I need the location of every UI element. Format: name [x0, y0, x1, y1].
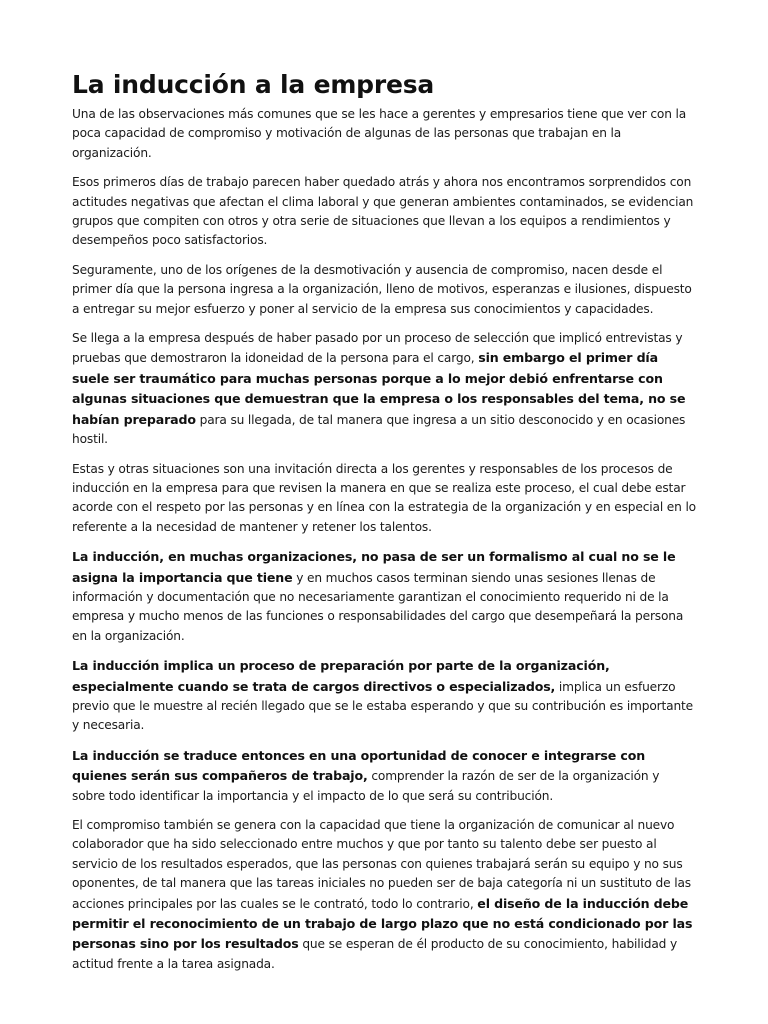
- paragraph-3: Seguramente, uno de los orígenes de la desmotivación y ausencia de compromiso, nacen desde el primer día que la persona ingresa a la organización, lleno de motivos, esperanzas e ilusiones, dispuesto a entregar su mejor esfuerzo y poner al servicio de la empresa sus conocimientos y capacidades.: [72, 262, 692, 316]
- document-page: [72, 70, 696, 984]
- paragraph-8: [72, 746, 696, 806]
- paragraph-9: [72, 816, 696, 974]
- paragraph-7-bold: La inducción implica un proceso de preparación por parte de la organización, especialmente cuando se trata de cargos directivos o especializados,: [72, 658, 610, 694]
- paragraph-9-bold: el diseño de la inducción debe permitir el reconocimiento de un trabajo de largo plazo que no está condicionado por las personas sino por los resultados: [72, 895, 693, 952]
- paragraph-6-bold: La inducción, en muchas organizaciones, no pasa de ser un formalismo al cual no se le asigna la importancia que tiene: [72, 549, 676, 585]
- paragraph-4-text-c: para su llegada, de tal manera que ingresa a un sitio desconocido y en ocasiones hostil.: [72, 412, 686, 447]
- paragraph-9-text-c: que se esperan de él producto de su conocimiento, habilidad y actitud frente a la tarea asignada.: [72, 937, 678, 971]
- paragraph-1: Una de las observaciones más comunes que se les hace a gerentes y empresarios tiene que ver con la poca capacidad de compromiso y motivación de algunas de las personas que trabajan en la organización.: [72, 107, 687, 160]
- paragraph-9-text-a: El compromiso también se genera con la capacidad que tiene la organización de comunicar al nuevo colaborador que ha sido seleccionado entre muchos y que por tanto su talento debe ser puesto al servicio de los resultados esperados, que las personas con quienes trabajará serán su equipo y no sus oponentes, de tal manera que las tareas iniciales no pueden ser de baja categoría ni un sustituto de las acciones principales por las cuales se le contrató, todo lo contrario,: [72, 818, 691, 911]
- paragraph-7: [72, 656, 696, 736]
- paragraph-2: Esos primeros días de trabajo parecen haber quedado atrás y ahora nos encontramos sorprendidos con actitudes negativas que afectan el clima laboral y que generan ambientes contaminados, se evidencian grupos que compiten con otros y otra serie de situaciones que llevan a los equipos a rendimientos y desempeños poco satisfactorios.: [72, 175, 694, 248]
- paragraph-7-text-c: implica un esfuerzo previo que le muestre al recién llegado que se le estaba esperando y que su contribución es importante y necesaria.: [72, 679, 694, 733]
- paragraph-5: Estas y otras situaciones son una invitación directa a los gerentes y responsables de los procesos de inducción en la empresa para que revisen la manera en que se realiza este proceso, el cual debe estar acorde con el respeto por las personas y en línea con la estrategia de la organización y en especial en lo referente a la necesidad de mantener y retener los talentos.: [72, 461, 696, 534]
- paragraph-8-bold: La inducción se traduce entonces en una oportunidad de conocer e integrarse con quienes serán sus compañeros de trabajo,: [72, 747, 646, 784]
- document-title: La inducción a la empresa: [72, 70, 435, 99]
- paragraph-4: [72, 329, 696, 449]
- paragraph-4-text-a: Se llega a la empresa después de haber pasado por un proceso de selección que implicó entrevistas y pruebas que demostraron la idoneidad de la persona para el cargo,: [72, 331, 683, 366]
- paragraph-4-bold: sin embargo el primer día suele ser traumático para muchas personas porque a lo mejor debió enfrentarse con algunas situaciones que demuestran que la empresa o los responsables del tema, no se habían preparado: [72, 350, 686, 427]
- paragraph-8-text-c: comprender la razón de ser de la organización y sobre todo identificar la importancia y el impacto de lo que será su contribución.: [72, 769, 660, 803]
- paragraph-6: [72, 547, 696, 646]
- paragraph-6-text-c: y en muchos casos terminan siendo unas sesiones llenas de información y documentación que no necesariamente garantizan el conocimiento requerido ni de la empresa y mucho menos de las funciones o responsabilidades del cargo que desempeñará la persona en la organización.: [72, 570, 684, 643]
